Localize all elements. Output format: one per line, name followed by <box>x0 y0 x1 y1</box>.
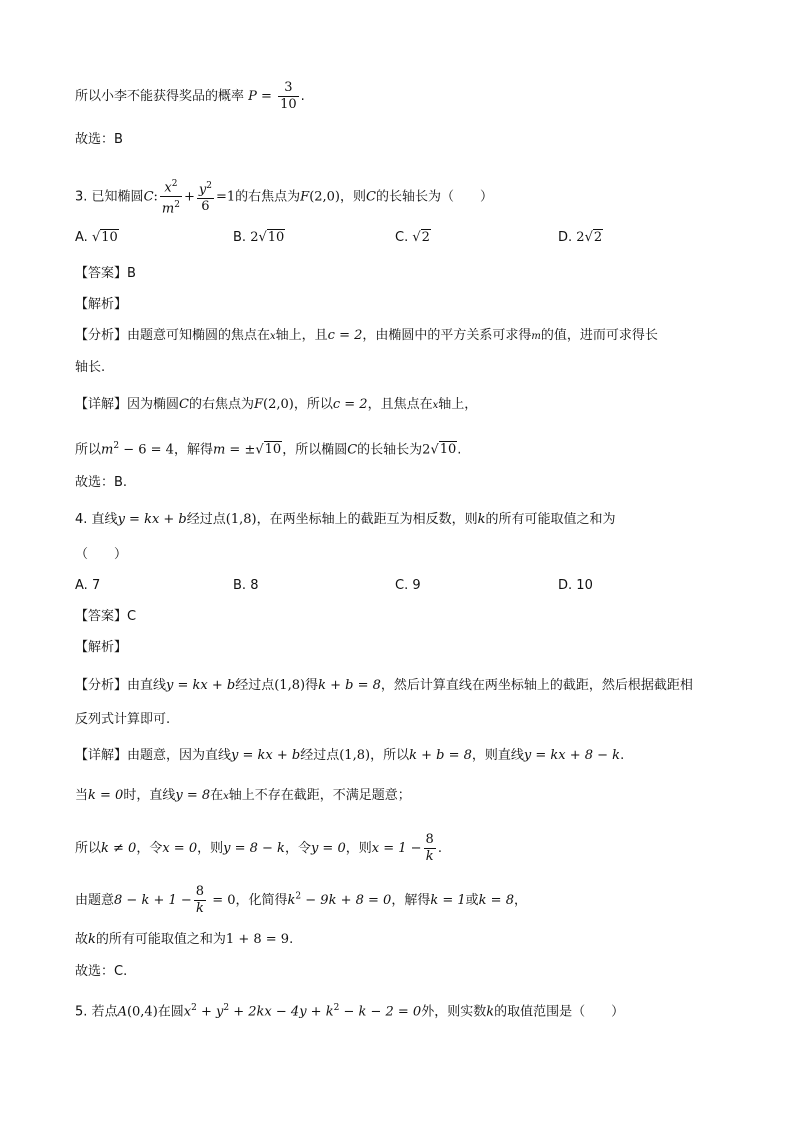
option-label: D. <box>558 230 573 245</box>
text: 直线 <box>91 512 118 527</box>
math-var: A <box>117 1004 127 1020</box>
text: 经过点 <box>186 512 226 527</box>
math: : <box>153 189 158 205</box>
text: 时，直线 <box>123 788 176 803</box>
text: 轴上，且 <box>275 328 328 343</box>
math: x = 0 <box>162 841 198 856</box>
math: x <box>183 1004 192 1020</box>
text: ，则 <box>340 189 367 205</box>
coefficient: 2 <box>422 442 431 458</box>
math: + y <box>196 1004 224 1020</box>
text: ，解得 <box>391 893 431 908</box>
option-label: C. <box>395 578 409 593</box>
option-label: D. <box>558 578 573 593</box>
coefficient: 2 <box>576 230 585 245</box>
denominator: k <box>195 901 204 916</box>
sqrt: 2√10 <box>250 230 285 245</box>
option-c[interactable] <box>395 576 421 596</box>
text: 的所有可能取值之和为 <box>485 512 616 527</box>
choice-line: 故选：B <box>75 132 123 147</box>
denominator: k <box>425 849 434 864</box>
option-b[interactable] <box>233 576 258 596</box>
period: . <box>289 932 294 947</box>
math-var: k <box>287 893 296 908</box>
denominator: 6 <box>201 199 210 215</box>
coefficient: 2 <box>250 230 259 245</box>
math: (1,8) <box>274 678 306 693</box>
text: ，令 <box>136 841 163 856</box>
option-label: B. <box>233 578 247 593</box>
math: = 0 <box>208 893 236 908</box>
detail-text-2 <box>75 436 461 460</box>
radicand: 2 <box>593 230 603 245</box>
text: 经过点 <box>235 678 275 693</box>
math: k = 1 <box>430 893 466 908</box>
text: 的值，进而可求得长 <box>540 328 658 343</box>
text: ，在两坐标轴上的截距互为相反数，则 <box>256 512 478 527</box>
math: − k − 2 = 0 <box>339 1004 422 1020</box>
question-number: 4. <box>75 512 88 527</box>
text: ，所以 <box>370 748 410 763</box>
math: (1,8) <box>225 512 257 527</box>
option-label: A. <box>75 578 88 593</box>
radicand: 10 <box>101 230 118 245</box>
text: 在 <box>210 788 224 803</box>
math: k = 0 <box>88 788 124 803</box>
math-var: x <box>164 180 172 196</box>
math: (2,0) <box>309 189 341 205</box>
fraction <box>278 80 299 113</box>
text: 或 <box>465 893 479 908</box>
numerator <box>160 176 182 197</box>
text: ，化简得 <box>235 893 288 908</box>
sqrt: 2√2 <box>576 230 603 245</box>
fraction <box>197 178 214 215</box>
sqrt: √10 <box>255 442 282 458</box>
math: = <box>256 89 277 104</box>
math: 8 − k + 1 − <box>114 893 192 908</box>
math-var: m <box>101 442 114 458</box>
numerator: 8 <box>195 884 205 899</box>
question-number: 3. <box>75 189 88 205</box>
option-d[interactable] <box>558 228 603 248</box>
math-var: C <box>179 397 189 412</box>
math: y = 8 <box>175 788 211 803</box>
option-a[interactable] <box>75 576 100 596</box>
option-value: 9 <box>412 578 421 593</box>
math-var: F <box>300 189 310 205</box>
analysis-label: 【解析】 <box>75 297 128 312</box>
period: . <box>620 748 625 763</box>
math: y = kx + b <box>117 512 187 527</box>
math: − 6 = 4 <box>119 442 174 458</box>
period: . <box>437 841 442 856</box>
exponent: 2 <box>113 441 120 451</box>
text: ，则直线 <box>471 748 524 763</box>
text: ，令 <box>284 841 311 856</box>
fraction <box>424 832 436 865</box>
math: x = 1 − <box>371 841 422 856</box>
detail-text-3 <box>75 832 442 865</box>
analysis-label: 【解析】 <box>75 640 128 655</box>
math-var: y <box>198 182 207 198</box>
text: 轴上， <box>438 397 478 412</box>
math-var: k <box>88 932 96 947</box>
text: 当 <box>75 788 89 803</box>
fraction <box>194 884 206 917</box>
detail-text-4 <box>75 884 527 917</box>
math: + <box>183 189 195 205</box>
detail-text <box>75 395 477 416</box>
numerator: 8 <box>425 832 434 847</box>
math-var: m <box>531 331 541 342</box>
math: (0,4) <box>126 1004 158 1020</box>
option-b[interactable] <box>233 228 285 248</box>
analysis-text-cont: 反列式计算即可. <box>75 712 171 727</box>
question-5 <box>75 998 624 1022</box>
math-var: F <box>253 397 264 412</box>
math: (1,8) <box>339 748 371 763</box>
question-4 <box>75 510 616 530</box>
math: + 2kx − 4y + k <box>229 1004 334 1020</box>
math: k + b = 8 <box>409 748 472 763</box>
sqrt: √2 <box>412 230 430 245</box>
text: 故 <box>75 932 89 947</box>
math-var: C <box>143 189 154 205</box>
text: 外，则实数 <box>421 1004 487 1020</box>
denominator: 10 <box>280 97 297 112</box>
radicand: 10 <box>439 442 457 458</box>
sqrt: 2√10 <box>422 442 457 458</box>
period: . <box>300 89 305 104</box>
text: ，解得 <box>173 442 213 458</box>
question-3 <box>75 176 493 218</box>
exponent: 2 <box>223 1003 230 1013</box>
choice-line: 故选：B. <box>75 475 128 490</box>
math: 1 + 8 = 9 <box>225 932 290 947</box>
option-label: A. <box>75 230 88 245</box>
numerator <box>197 178 214 199</box>
exponent: 2 <box>333 1003 340 1013</box>
math: y = kx + 8 − k <box>523 748 621 763</box>
text: ，然后计算直线在两坐标轴上的截距，然后根据截距相 <box>380 678 693 693</box>
option-value: 7 <box>91 578 101 593</box>
math: k = 8 <box>478 893 514 908</box>
detail-text <box>75 746 624 766</box>
radicand: 10 <box>264 442 282 458</box>
math: c = 2 <box>332 397 368 412</box>
math: (2,0) <box>263 397 294 412</box>
option-a[interactable] <box>75 228 119 248</box>
math: m = ± <box>212 442 256 458</box>
text: 的取值范围是（ ） <box>494 1004 625 1020</box>
exponent: 2 <box>206 181 212 192</box>
question-number: 5. <box>75 1004 88 1020</box>
text: 所以 <box>75 442 102 458</box>
math-var: x <box>432 400 439 411</box>
option-c[interactable] <box>395 228 431 248</box>
text: 【详解】因为椭圆 <box>75 397 180 412</box>
question-4-paren: （ ） <box>75 547 128 562</box>
text: 的所有可能取值之和为 <box>95 932 226 947</box>
math-var: k <box>477 512 486 527</box>
text: 得 <box>305 678 319 693</box>
choice-line: 故选：C. <box>75 964 128 979</box>
detail-text-2 <box>75 786 411 807</box>
math-var: x <box>223 791 229 802</box>
detail-text-5 <box>75 930 293 950</box>
math: y = 8 − k <box>223 841 285 856</box>
math: c = 2 <box>327 328 363 343</box>
text: ， <box>513 893 527 908</box>
text: 的右焦点为 <box>235 189 301 205</box>
option-value: 10 <box>576 578 593 593</box>
radicand: 2 <box>421 230 430 245</box>
analysis-text <box>75 326 658 347</box>
text: 【详解】由题意，因为直线 <box>75 748 232 763</box>
math-var: C <box>366 189 376 205</box>
math: − 9k + 8 = 0 <box>301 893 392 908</box>
math-var: P <box>248 89 257 104</box>
text: 所以 <box>75 841 102 856</box>
text: 由题意 <box>75 893 115 908</box>
math-var: k <box>486 1004 495 1020</box>
math: =1 <box>215 189 236 205</box>
math: y = 0 <box>310 841 346 856</box>
text: 若点 <box>91 1004 118 1020</box>
text: ，则 <box>345 841 372 856</box>
analysis-text <box>75 676 693 696</box>
text: 的长轴长为 <box>357 442 423 458</box>
text: ，则 <box>197 841 224 856</box>
option-d[interactable] <box>558 576 593 596</box>
answer-label: 【答案】C <box>75 609 137 624</box>
text: 在圆 <box>157 1004 184 1020</box>
denominator <box>160 197 182 217</box>
option-label: B. <box>233 230 247 245</box>
math: k ≠ 0 <box>101 841 137 856</box>
answer-label: 【答案】B <box>75 266 136 281</box>
radicand: 10 <box>267 230 285 245</box>
fraction <box>160 176 182 218</box>
text: ，且焦点在 <box>367 397 433 412</box>
exponent: 2 <box>171 179 178 189</box>
sqrt: √10 <box>91 230 118 245</box>
option-label: C. <box>395 230 409 245</box>
math: k + b = 8 <box>318 678 381 693</box>
option-value: 8 <box>250 578 259 593</box>
text: 经过点 <box>300 748 340 763</box>
text: 【分析】由直线 <box>75 678 167 693</box>
text: 已知椭圆 <box>91 189 144 205</box>
text: ，所以椭圆 <box>282 442 348 458</box>
period: . <box>457 442 462 458</box>
analysis-text-cont: 轴长. <box>75 360 106 375</box>
text: ，所以 <box>293 397 333 412</box>
text: 轴上不存在截距，不满足题意； <box>228 788 411 803</box>
text: ，由椭圆中的平方关系可求得 <box>362 328 532 343</box>
exponent: 2 <box>191 1003 197 1013</box>
text: 【分析】由题意可知椭圆的焦点在 <box>75 328 271 343</box>
text: 的长轴长为（ ） <box>375 189 493 205</box>
text: 所以小李不能获得奖品的概率 <box>75 89 245 104</box>
text: 的右焦点为 <box>188 397 254 412</box>
math-var: C <box>347 442 358 458</box>
numerator: 3 <box>278 80 299 97</box>
math-var: x <box>270 331 276 342</box>
math: y = kx + b <box>231 748 301 763</box>
exponent: 2 <box>174 200 180 211</box>
math-var: m <box>161 201 175 217</box>
probability-line <box>75 80 305 113</box>
exponent: 2 <box>295 891 302 902</box>
math: y = kx + b <box>166 678 236 693</box>
